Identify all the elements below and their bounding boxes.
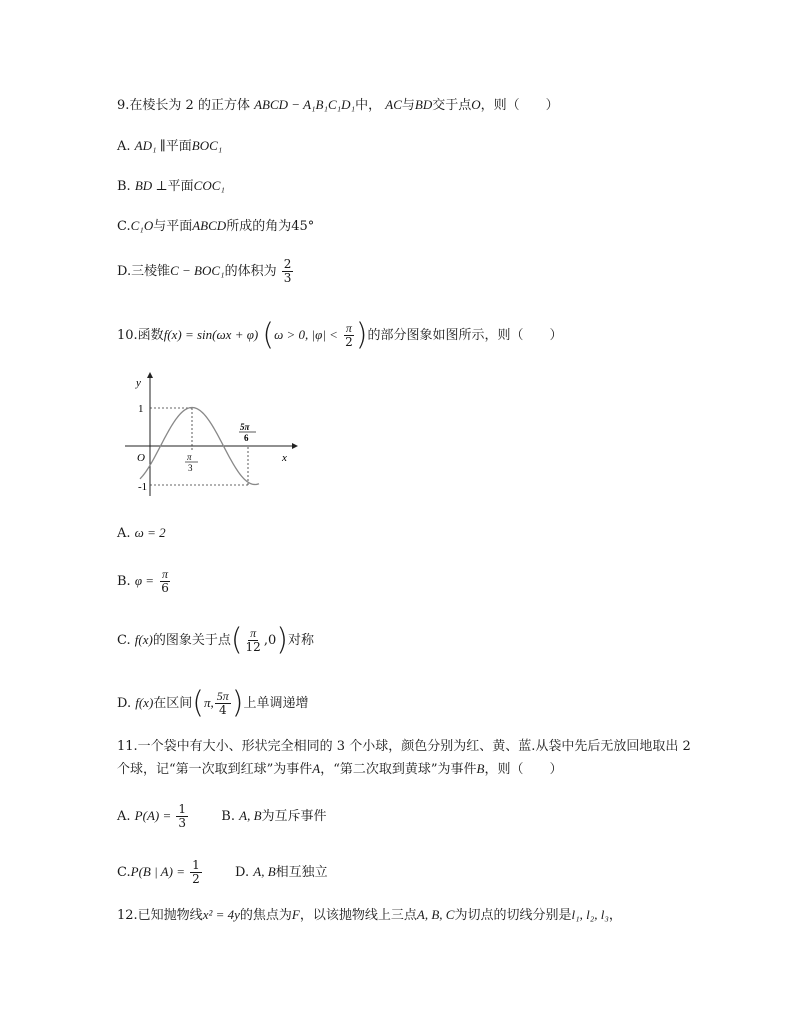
y-axis-label: y [136, 377, 141, 389]
x-tick-5pi6-num: 5π [240, 422, 250, 432]
origin-label: O [137, 452, 145, 464]
x-tick-pi3-num: π [187, 452, 192, 462]
x-axis-label: x [282, 452, 287, 464]
x-tick-pi3-den: 3 [188, 463, 193, 473]
sine-graph [125, 368, 305, 500]
q10-option-c: C. f(x)的图象关于点( $\frac{\pi}{12}$ ,0)对称 [117, 622, 314, 658]
q10-option-d: D. f(x)在区间(π, $\frac{5\pi}{4}$ )上单调递增 [117, 685, 309, 721]
q9-cube: ABCD − A₁B₁C₁D₁ [254, 97, 356, 112]
q10-stem: 10.函数f(x) = sin(ωx + φ) (ω > 0, |φ| < $\frac{\pi}{2}$ )的部分图象如图所示，则（ ） [117, 317, 563, 353]
q12-stem: 12.已知抛物线x² = 4y的焦点为F，以该抛物线上三点A, B, C为切点的切线分别是l₁, l₂, l₃， [117, 907, 622, 923]
q9-fraction: $\frac{2}{3}$ [283, 257, 292, 285]
q9-option-d: D.三棱锥C − BOC₁的体积为 $\frac{2}{3}$ [117, 257, 292, 285]
q11-stem-line2: 个球，记“第一次取到红球”为事件A，“第二次取到黄球”为事件B，则（ ） [117, 761, 563, 777]
q9-option-a: A. AD₁ ∥平面BOC₁ [117, 138, 223, 154]
q9-option-b: B. BD ⊥平面COC₁ [117, 178, 225, 194]
q11-options-ab: A. P(A) = $\frac{1}{3}$ B. A, B为互斥事件 [117, 802, 327, 830]
q11-options-cd: C.P(B | A) = $\frac{1}{2}$ D. A, B相互独立 [117, 858, 328, 886]
q11-stem-line1: 11.一个袋中有大小、形状完全相同的 3 个小球，颜色分别为红、黄、蓝.从袋中先后无放回地取出 2 [117, 739, 691, 754]
q10-option-a: A. ω = 2 [117, 525, 166, 541]
x-tick-5pi6-den: 6 [244, 433, 249, 443]
y-tick-1: 1 [138, 403, 144, 415]
q10-option-b: B. φ = $\frac{\pi}{6}$ [117, 567, 169, 595]
q9-stem: 9.在棱长为 2 的正方体 ABCD − A₁B₁C₁D₁中， AC与BD交于点O，则（ ） [117, 97, 559, 113]
q9-option-c: C.C₁O与平面ABCD所成的角为45° [117, 218, 315, 234]
y-tick-neg1: -1 [138, 481, 148, 493]
